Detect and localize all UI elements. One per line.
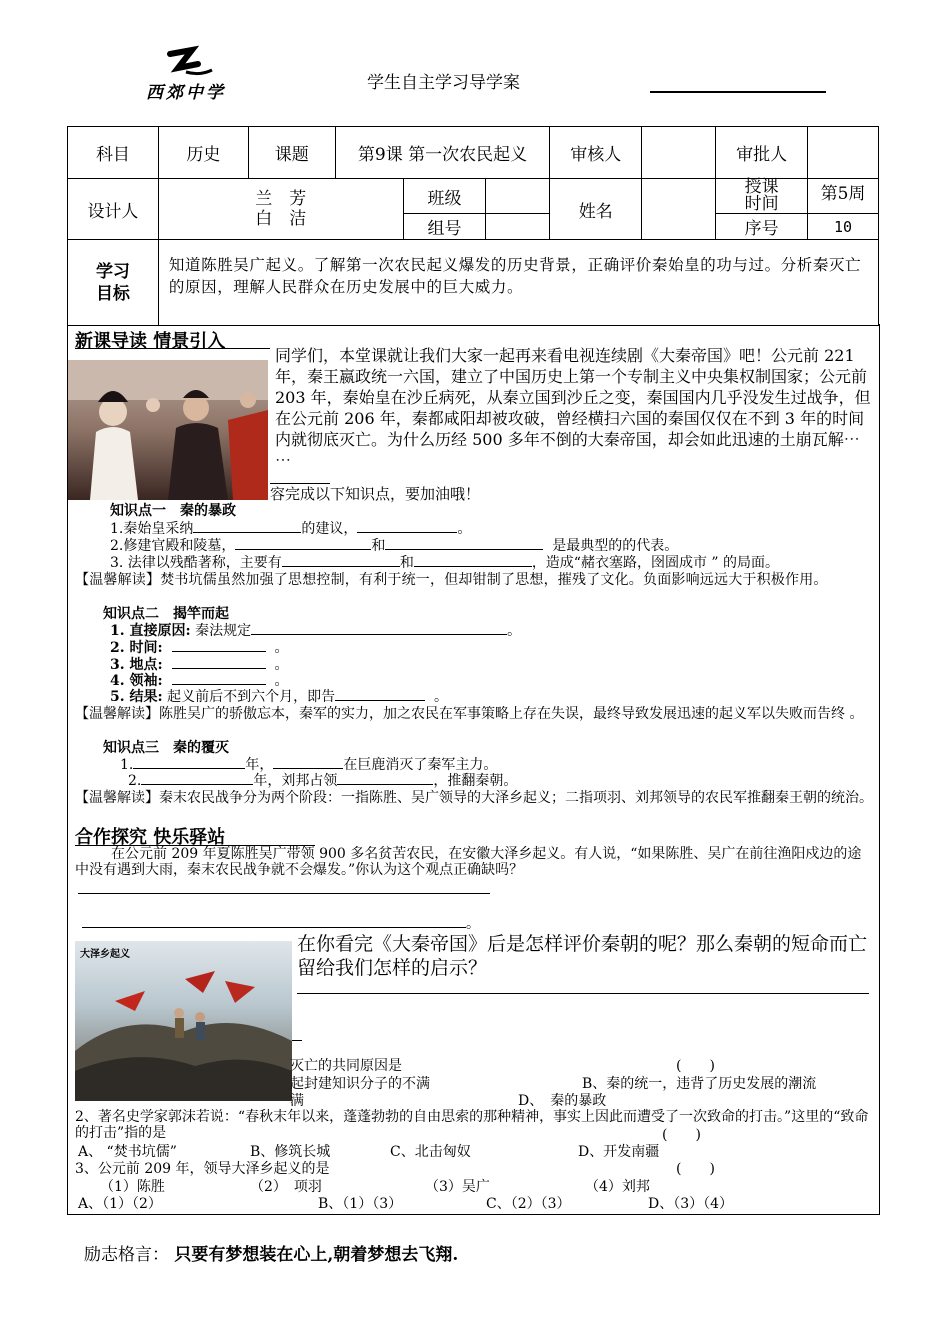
- kp3-note: 【温馨解读】秦末农民战争分为两个阶段：一指陈胜、吴广领导的大泽乡起义；二指项羽、刘邦领导的农民军推翻秦王朝的统治。: [75, 790, 873, 806]
- kp2-c3b: 。: [274, 657, 289, 673]
- kp3-l2a: 2.: [128, 773, 142, 789]
- kp1-line1: [110, 521, 471, 537]
- quiz-q2-paren[interactable]: ( ): [662, 1127, 701, 1143]
- class-value[interactable]: [486, 179, 550, 214]
- approver-label: 审批人: [716, 127, 808, 179]
- kp3-l2c: ，推翻秦朝。: [433, 773, 518, 789]
- answer-line-3[interactable]: [297, 993, 869, 994]
- kp3-l2b: 年，刘邦占领: [253, 773, 338, 789]
- drama-still-image: [68, 360, 268, 500]
- time-label: [716, 179, 808, 214]
- kp1-note: 【温馨解读】焚书坑儒虽然加强了思想控制，有利于统一，但却钳制了思想，摧残了文化。负面影响远远大于积极作用。: [75, 572, 828, 588]
- motto: [84, 1240, 458, 1265]
- quiz-q3-opt2: （2） 项羽: [250, 1179, 322, 1195]
- topic-value: 第9课 第一次农民起义: [335, 127, 550, 179]
- name-label: 姓名: [550, 179, 642, 240]
- seq-label: 序号: [716, 214, 808, 240]
- quiz-q3-a[interactable]: A、（1）（2）: [78, 1196, 162, 1212]
- doc-title: 学生自主学习导学案: [367, 73, 520, 93]
- subject-label: 科目: [68, 127, 159, 179]
- seq-value: 10: [808, 214, 879, 240]
- quiz-q3: 3、公元前 209 年，领导大泽乡起义的是: [75, 1161, 330, 1177]
- kp2-blank-1[interactable]: [251, 634, 507, 635]
- kp1-l2a: 2.修建官殿和陵墓，: [110, 538, 236, 554]
- kp2-blank-3[interactable]: [172, 668, 266, 669]
- time-label-2: 时间: [744, 194, 779, 214]
- kp2-note: 【温馨解读】陈胜吴广的骄傲忘本，秦军的实力，加之农民在军事策略上存在失误，最终导致发展迅速的起义军以失败而告终 。: [75, 706, 864, 722]
- kp2-line4: [110, 673, 288, 689]
- reviewer-label: 审核人: [550, 127, 642, 179]
- goal-text: 知道陈胜吴广起义。了解第一次农民起义爆发的历史背景，正确评价秦始皇的功与过。分析秦灭亡的原因，理解人民群众在历史发展中的巨大威力。: [158, 240, 878, 326]
- intro-text: 同学们，本堂课就让我们大家一起再来看电视连续剧《大秦帝国》吧！公元前 221 年，秦王嬴政统一六国，建立了中国历史上第一个专制主义中央集权制国家；公元前 203 年，秦始皇在沙丘病死，从秦立国到沙丘之变，秦国国内几乎没发生过战争，但在公元前 206 年，秦都咸阳却被攻破，曾经横扫六国的秦国仅仅在不到 3 年的时间内就彻底灭亡。为什么历经 500 多年不倒的大秦帝国，却会如此迅速的土崩瓦解⋯ ⋯: [275, 346, 871, 470]
- kp3-line2: [128, 773, 517, 789]
- motto-text: 只要有梦想装在心上,朝着梦想去飞翔.: [174, 1245, 459, 1265]
- kp2-c1: 1. 直接原因:: [110, 623, 191, 639]
- time-label-1: 授课: [744, 177, 779, 197]
- topic-label: 课题: [248, 127, 335, 179]
- kp1-l1c: 。: [457, 521, 472, 537]
- quiz-q3-opt3: （3）吴广: [425, 1179, 490, 1195]
- kp2-c5: 5. 结果:: [110, 689, 163, 705]
- goal-label-1: 学习: [95, 261, 130, 282]
- goal-label: [68, 240, 159, 326]
- info-table: [67, 126, 879, 326]
- answer-line-1[interactable]: [78, 893, 490, 894]
- kp1-l3c: ，造成“赭衣塞路，囹圄成市 ” 的局面。: [531, 555, 780, 571]
- kp1-l2b: 和: [371, 538, 386, 554]
- kp2-c2b: 。: [274, 640, 289, 656]
- kp2-c4b: 。: [274, 673, 289, 689]
- group-label: 组号: [403, 214, 486, 240]
- quiz-q2-c[interactable]: C、北击匈奴: [390, 1144, 471, 1160]
- kp1-l3a: 3. 法律以残酷著称，主要有: [110, 555, 282, 571]
- quiz-q2-a[interactable]: A、 “焚书坑儒”: [78, 1144, 177, 1160]
- kp2-blank-2[interactable]: [172, 651, 266, 652]
- quiz-q3-opt1: （1）陈胜: [100, 1179, 165, 1195]
- kp1-line3: [110, 555, 779, 571]
- kp1-blank-1[interactable]: [193, 532, 301, 533]
- quiz-q1: 灭亡的共同原因是: [290, 1058, 402, 1074]
- quiz-q3-d[interactable]: D、（3）（4）: [648, 1196, 734, 1212]
- school-name: 西郊中学: [146, 83, 226, 103]
- evaluation-question: 在你看完《大秦帝国》后是怎样评价秦朝的呢？那么秦朝的短命而亡留给我们怎样的启示？: [297, 933, 868, 979]
- kp2-c3: 3. 地点:: [110, 657, 163, 673]
- approver-value[interactable]: [808, 127, 879, 179]
- kp1-blank-5[interactable]: [282, 566, 400, 567]
- quiz-q3-opt4: （4）刘邦: [585, 1179, 650, 1195]
- image-caption: 大泽乡起义: [80, 949, 130, 960]
- reviewer-value[interactable]: [642, 127, 716, 179]
- section1-heading: 新课导读 情景引入: [75, 331, 226, 352]
- quiz-q3-b[interactable]: B、（1）（3）: [318, 1196, 403, 1212]
- kp1-blank-6[interactable]: [414, 566, 532, 567]
- header-rule: [650, 91, 826, 93]
- class-label: 班级: [403, 179, 486, 214]
- quiz-q1-paren[interactable]: ( ): [676, 1058, 715, 1074]
- uprising-image: [75, 941, 292, 1101]
- kp1-title: 知识点一 秦的暴政: [110, 503, 236, 519]
- quiz-q3-c[interactable]: C、（2）（3）: [486, 1196, 571, 1212]
- kp1-l1b: 的建议，: [301, 521, 358, 537]
- kp2-line3: [110, 657, 288, 673]
- quiz-q1-a[interactable]: 起封建知识分子的不满: [290, 1076, 430, 1092]
- kp2-c2: 2. 时间:: [110, 640, 163, 656]
- kp3-l1c: 在巨鹿消灭了秦军主力。: [343, 757, 498, 773]
- kp2-blank-4[interactable]: [172, 684, 266, 685]
- kp3-blank-1[interactable]: [133, 768, 245, 769]
- name-value[interactable]: [642, 179, 716, 240]
- answer-line-4[interactable]: [292, 1040, 302, 1041]
- kp2-c5c: 。: [434, 689, 449, 705]
- kp1-l1a: 1.秦始皇采纳: [110, 521, 194, 537]
- heading-underline: [75, 348, 270, 349]
- quiz-q2-d[interactable]: D、开发南疆: [578, 1144, 660, 1160]
- kp3-line1: [120, 757, 497, 773]
- school-logo: [140, 42, 250, 103]
- subject-value: 历史: [158, 127, 248, 179]
- kp3-blank-3[interactable]: [141, 784, 253, 785]
- kp3-l1a: 1.: [120, 757, 134, 773]
- kp1-blank-3[interactable]: [235, 549, 371, 550]
- quiz-q1-b[interactable]: B、秦的统一，违背了历史发展的潮流: [582, 1076, 817, 1092]
- kp2-line2: [110, 640, 288, 656]
- quiz-q1-c[interactable]: 满: [290, 1093, 304, 1109]
- quiz-q2: 2、著名史学家郭沫若说：“春秋末年以来，蓬蓬勃勃的自由思索的那种精神，事实上因此而遭受了一次致命的打击。”这里的“致命的打击”指的是: [75, 1109, 869, 1141]
- kp1-line2: [110, 538, 678, 554]
- answer-dot: 。: [466, 916, 480, 932]
- section2-text: 在公元前 209 年夏陈胜吴广带领 900 多名贫苦农民，在安徽大泽乡起义。有人说，“如果陈胜、吴广在前往渔阳戍边的途中没有遇到大雨，秦末农民战争就不会爆发。”你认为这个观点正确缺吗？: [75, 846, 862, 878]
- section2-heading: 合作探究 快乐驿站: [75, 827, 226, 848]
- designer-1: 兰 芳: [255, 189, 307, 209]
- kp2-line1: [110, 623, 521, 639]
- kp2-c1c: 。: [507, 623, 522, 639]
- designer-2: 白 洁: [255, 209, 307, 229]
- kp3-title: 知识点三 秦的覆灭: [103, 740, 229, 756]
- intro-prompt: 容完成以下知识点，要加油哦！: [270, 485, 481, 503]
- kp1-blank-4[interactable]: [385, 549, 543, 550]
- designer-label: 设计人: [68, 179, 159, 240]
- kp1-l3b: 和: [399, 555, 414, 571]
- logo-icon: [140, 42, 250, 82]
- quiz-q3-paren[interactable]: ( ): [676, 1161, 715, 1177]
- kp3-l1b: 年，: [245, 757, 274, 773]
- kp2-c4: 4. 领袖:: [110, 673, 163, 689]
- kp3-blank-2[interactable]: [273, 768, 343, 769]
- quiz-q2-b[interactable]: B、修筑长城: [250, 1144, 331, 1160]
- prompt-underline: [270, 483, 330, 484]
- quiz-q1-d[interactable]: D、 秦的暴政: [518, 1093, 607, 1109]
- answer-line-2[interactable]: [82, 927, 466, 928]
- designer-names: [158, 179, 403, 240]
- kp2-title: 知识点二 揭竿而起: [103, 606, 229, 622]
- time-value: 第5周: [808, 179, 879, 214]
- kp2-c5b: 起义前后不到六个月，即告: [167, 689, 336, 705]
- group-value[interactable]: [486, 214, 550, 240]
- kp2-c1b: 秦法规定: [195, 623, 252, 639]
- motto-label: 励志格言：: [84, 1245, 169, 1265]
- goal-label-2: 目标: [95, 283, 130, 304]
- kp1-l2c: 是最典型的的代表。: [552, 538, 679, 554]
- kp2-line5: [110, 689, 448, 705]
- kp2-blank-5[interactable]: [335, 700, 425, 701]
- kp3-blank-4[interactable]: [337, 784, 433, 785]
- kp1-blank-2[interactable]: [357, 532, 457, 533]
